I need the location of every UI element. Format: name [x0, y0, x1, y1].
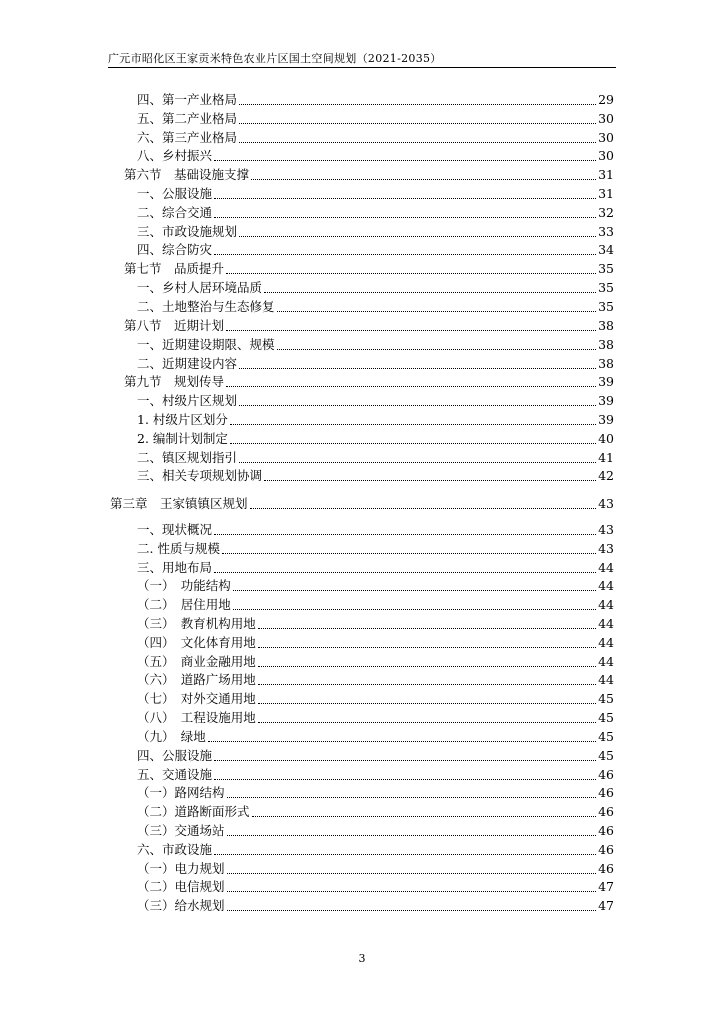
dot-leader [214, 253, 596, 255]
toc-entry[interactable] [137, 820, 614, 839]
toc-entry-page: 35 [598, 280, 614, 295]
toc-entry-label: （三）给水规划 [137, 898, 225, 913]
toc-entry-page: 35 [598, 261, 614, 276]
toc-entry-page: 35 [598, 299, 614, 314]
toc-entry-page: 39 [598, 374, 614, 389]
toc-entry-page: 46 [598, 767, 614, 782]
toc-entry[interactable] [124, 164, 614, 183]
dot-leader [208, 740, 596, 742]
dot-leader [227, 872, 597, 874]
toc-entry-label: （九） 绿地 [137, 729, 206, 744]
toc-entry-chapter[interactable] [110, 493, 614, 512]
dot-leader [233, 608, 596, 610]
dot-leader [239, 103, 596, 105]
dot-leader [222, 552, 596, 554]
toc-entry-page: 40 [598, 431, 614, 446]
toc-entry-label: （六） 道路广场用地 [137, 672, 256, 687]
toc-entry-label: （一）路网结构 [137, 785, 225, 800]
toc-entry[interactable] [137, 594, 614, 613]
toc-entry-label: 二、近期建设内容 [137, 356, 238, 371]
toc-entry[interactable] [137, 764, 614, 783]
dot-leader [233, 589, 596, 591]
toc-entry-label: 一、村级片区规划 [137, 393, 238, 408]
toc-entry[interactable] [137, 876, 614, 895]
toc-entry[interactable] [137, 538, 614, 557]
toc-entry-page: 41 [598, 450, 614, 465]
dot-leader [251, 178, 596, 180]
toc-entry-label: （一） 功能结构 [137, 578, 231, 593]
toc-entry-label: 一、乡村人居环境品质 [137, 280, 263, 295]
toc-entry-label: （八） 工程设施用地 [137, 710, 256, 725]
dot-leader [277, 348, 597, 350]
toc-entry-label: 三、市政设施规划 [137, 224, 238, 239]
toc-entry-page: 38 [598, 337, 614, 352]
dot-leader [258, 702, 596, 704]
toc-entry[interactable] [137, 127, 614, 146]
toc-entry-page: 31 [598, 186, 614, 201]
toc-entry-page: 46 [598, 804, 614, 819]
toc-entry-label: 二、镇区规划指引 [137, 450, 238, 465]
toc-entry-page: 34 [598, 242, 614, 257]
toc-entry-page: 39 [598, 393, 614, 408]
toc-entry-label: 五、第二产业格局 [137, 111, 238, 126]
toc-entry-label: 三、相关专项规划协调 [137, 468, 263, 483]
toc-entry-page: 43 [598, 541, 614, 556]
dot-leader [214, 778, 596, 780]
toc-entry-label: 四、公服设施 [137, 748, 213, 763]
toc-entry-label: 三、用地布局 [137, 560, 213, 575]
toc-entry[interactable] [137, 428, 614, 447]
toc-entry[interactable] [137, 895, 614, 914]
toc-entry-label: 五、交通设施 [137, 767, 213, 782]
toc-entry-label: 第九节 规划传导 [124, 374, 225, 389]
toc-entry[interactable] [137, 726, 614, 745]
toc-entry[interactable] [124, 258, 614, 277]
dot-leader [258, 683, 596, 685]
toc-entry-page: 33 [598, 224, 614, 239]
dot-leader [214, 216, 596, 218]
toc-entry-page: 30 [598, 148, 614, 163]
toc-entry[interactable] [137, 651, 614, 670]
toc-entry[interactable] [137, 296, 614, 315]
dot-leader [214, 571, 596, 573]
dot-leader [230, 423, 596, 425]
dot-leader [239, 141, 596, 143]
toc-entry-page: 39 [598, 412, 614, 427]
dot-leader [226, 385, 596, 387]
toc-entry-label: 四、第一产业格局 [137, 92, 238, 107]
toc-entry-page: 38 [598, 318, 614, 333]
dot-leader [239, 404, 596, 406]
toc-entry[interactable] [137, 108, 614, 127]
dot-leader [227, 890, 597, 892]
toc-entry-label: （三）交通场站 [137, 823, 225, 838]
dot-leader [252, 815, 597, 817]
toc-entry-label: （一）电力规划 [137, 861, 225, 876]
toc-entry-page: 29 [598, 92, 614, 107]
toc-entry-label: 第六节 基础设施支撑 [124, 167, 250, 182]
toc-entry-page: 46 [598, 823, 614, 838]
toc-entry-page: 30 [598, 130, 614, 145]
toc-entry[interactable] [137, 858, 614, 877]
toc-entry-page: 45 [598, 729, 614, 744]
page-number: 3 [358, 952, 366, 965]
toc-entry-label: （四） 文化体育用地 [137, 635, 256, 650]
toc-entry[interactable] [137, 801, 614, 820]
toc-entry[interactable] [137, 89, 614, 108]
toc-entry[interactable] [137, 745, 614, 764]
toc-entry-page: 46 [598, 785, 614, 800]
toc-entry[interactable] [137, 669, 614, 688]
dot-leader [250, 507, 597, 509]
toc-entry-label: （二）道路断面形式 [137, 804, 250, 819]
toc-entry-label: 四、综合防灾 [137, 242, 213, 257]
toc-entry[interactable] [137, 277, 614, 296]
toc-entry-page: 30 [598, 111, 614, 126]
toc-entry[interactable] [137, 688, 614, 707]
toc-entry[interactable] [137, 221, 614, 240]
toc-entry-page: 32 [598, 205, 614, 220]
toc-entry-label: 第八节 近期计划 [124, 318, 225, 333]
toc-entry-label: 第三章 王家镇镇区规划 [110, 496, 248, 511]
dot-leader [227, 909, 597, 911]
dot-leader [258, 646, 596, 648]
toc-entry-page: 47 [598, 879, 614, 894]
dot-leader [258, 721, 596, 723]
toc-entry-label: 六、第三产业格局 [137, 130, 238, 145]
toc-entry-page: 44 [598, 635, 614, 650]
toc-entry-label: 一、近期建设期限、规模 [137, 337, 275, 352]
toc-entry-page: 42 [598, 468, 614, 483]
toc-entry[interactable] [137, 239, 614, 258]
dot-leader [214, 853, 596, 855]
toc-entry-label: 八、乡村振兴 [137, 148, 213, 163]
toc-entry[interactable] [137, 409, 614, 428]
toc-entry-label: 1. 村级片区划分 [137, 412, 228, 427]
toc-entry-page: 31 [598, 167, 614, 182]
toc-entry[interactable] [124, 371, 614, 390]
toc-entry[interactable] [137, 613, 614, 632]
toc-entry-label: （二） 居住用地 [137, 597, 231, 612]
toc-entry[interactable] [137, 519, 614, 538]
toc-entry-page: 43 [598, 496, 614, 511]
dot-leader [239, 122, 596, 124]
toc-entry[interactable] [137, 632, 614, 651]
toc-entry[interactable] [137, 390, 614, 409]
toc-entry[interactable] [137, 183, 614, 202]
toc-entry[interactable] [137, 353, 614, 372]
toc-entry-label: （五） 商业金融用地 [137, 654, 256, 669]
dot-leader [264, 291, 596, 293]
dot-leader [239, 367, 596, 369]
toc-entry-label: 第七节 品质提升 [124, 261, 225, 276]
dot-leader [214, 159, 596, 161]
dot-leader [226, 272, 596, 274]
toc-entry-label: 二. 性质与规模 [137, 541, 220, 556]
toc-entry-page: 44 [598, 672, 614, 687]
dot-leader [277, 310, 597, 312]
toc-entry-page: 47 [598, 898, 614, 913]
toc-entry-page: 44 [598, 597, 614, 612]
toc-entry-label: 2. 编制计划制定 [137, 431, 228, 446]
toc-entry-page: 45 [598, 748, 614, 763]
toc-entry-label: 二、土地整治与生态修复 [137, 299, 275, 314]
toc-entry-page: 43 [598, 522, 614, 537]
toc-entry[interactable] [137, 707, 614, 726]
toc-entry-page: 46 [598, 842, 614, 857]
dot-leader [214, 197, 596, 199]
toc-entry[interactable] [137, 202, 614, 221]
dot-leader [230, 442, 596, 444]
toc-entry-page: 44 [598, 654, 614, 669]
toc-entry-page: 45 [598, 691, 614, 706]
toc-entry[interactable] [137, 575, 614, 594]
dot-leader [258, 665, 596, 667]
toc-entry-label: 一、现状概况 [137, 522, 213, 537]
toc-entry[interactable] [137, 557, 614, 576]
toc-entry[interactable] [124, 315, 614, 334]
toc-entry-label: （三） 教育机构用地 [137, 616, 256, 631]
toc-entry[interactable] [137, 839, 614, 858]
toc-entry-page: 44 [598, 616, 614, 631]
dot-leader [227, 796, 597, 798]
dot-leader [258, 627, 596, 629]
dot-leader [214, 533, 596, 535]
dot-leader [227, 834, 597, 836]
toc-entry[interactable] [137, 465, 614, 484]
toc-entry-label: 六、市政设施 [137, 842, 213, 857]
dot-leader [239, 235, 596, 237]
toc-entry-label: 一、公服设施 [137, 186, 213, 201]
toc-entry-label: （二）电信规划 [137, 879, 225, 894]
dot-leader [214, 759, 596, 761]
dot-leader [239, 461, 596, 463]
toc-entry-page: 38 [598, 356, 614, 371]
toc-entry-label: （七） 对外交通用地 [137, 691, 256, 706]
dot-leader [226, 329, 596, 331]
toc-entry-page: 44 [598, 578, 614, 593]
toc-entry[interactable] [137, 447, 614, 466]
dot-leader [264, 479, 596, 481]
toc-entry[interactable] [137, 782, 614, 801]
toc-entry[interactable] [137, 334, 614, 353]
running-header: 广元市昭化区王家贡米特色农业片区国土空间规划（2021-2035） [108, 52, 442, 65]
toc-entry[interactable] [137, 145, 614, 164]
toc-entry-page: 45 [598, 710, 614, 725]
toc-entry-label: 二、综合交通 [137, 205, 213, 220]
toc-entry-page: 46 [598, 861, 614, 876]
toc-entry-page: 44 [598, 560, 614, 575]
